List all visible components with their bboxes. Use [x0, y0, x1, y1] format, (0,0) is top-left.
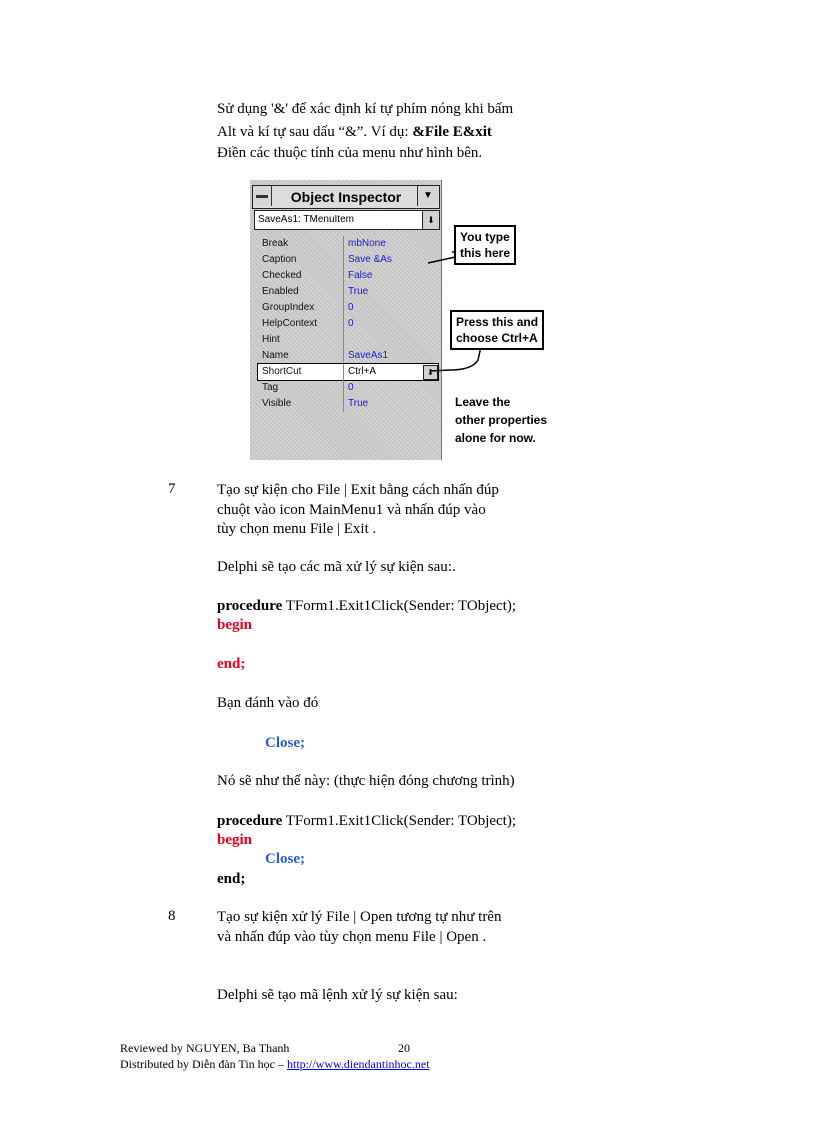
footer-reviewed: Reviewed by NGUYEN, Ba Thanh	[120, 1041, 290, 1055]
code-procedure-line-1	[217, 597, 516, 616]
property-value[interactable]: Ctrl+A	[348, 366, 377, 377]
intro-line-2-text: Alt và kí tự sau dấu “&”. Ví dụ:	[217, 124, 413, 140]
step-7-line-1: Tạo sự kiện cho File | Exit bằng cách nhấn đúp	[217, 482, 499, 498]
intro-line-2	[217, 123, 492, 142]
property-value: Save &As	[348, 254, 392, 265]
property-value: mbNone	[348, 238, 386, 249]
object-inspector-figure	[250, 180, 564, 460]
procedure-signature: TForm1.Exit1Click(Sender: TObject);	[282, 598, 517, 614]
note-line-3: alone for now.	[455, 431, 536, 445]
step-7-line-2: chuột vào icon MainMenu1 và nhấn đúp vào	[217, 502, 486, 518]
step-8-line-1: Tạo sự kiện xử lý File | Open tương tự như trên	[217, 909, 502, 925]
step-7-delphi-text: Delphi sẽ tạo các mã xử lý sự kiện sau:.	[217, 559, 456, 575]
intro-example-bold: &File E&xit	[412, 124, 492, 140]
footer-distributed	[120, 1057, 430, 1072]
property-value: SaveAs1	[348, 350, 389, 361]
property-value: True	[348, 286, 369, 297]
property-name: ShortCut	[262, 366, 302, 377]
callout-you-type-here	[454, 225, 516, 265]
code-end-2: end;	[217, 871, 246, 887]
code-close-2: Close;	[265, 851, 305, 867]
footer-url-link[interactable]: http://www.diendantinhoc.net	[287, 1057, 430, 1071]
property-name: Break	[262, 238, 289, 249]
property-name: Visible	[262, 398, 292, 409]
step-8-line-2: và nhấn đúp vào tùy chọn menu File | Open .	[217, 929, 487, 945]
procedure-keyword: procedure	[217, 598, 283, 614]
step-8-delphi-text: Delphi sẽ tạo mã lệnh xử lý sự kiện sau:	[217, 987, 458, 1003]
step-8-number: 8	[168, 908, 176, 924]
property-value: 0	[348, 382, 354, 393]
property-name: Tag	[262, 382, 279, 393]
inspector-title: Object Inspector	[290, 189, 402, 205]
step-7-line-3: tùy chọn menu File | Exit .	[217, 521, 377, 537]
dropdown-arrow-icon[interactable]: ⬇	[422, 211, 439, 229]
procedure-signature: TForm1.Exit1Click(Sender: TObject);	[282, 813, 517, 829]
code-begin-2: begin	[217, 832, 253, 848]
note-line-2: other properties	[455, 413, 548, 427]
property-name: GroupIndex	[262, 302, 315, 313]
note-leave-alone	[455, 393, 547, 447]
page-number: 20	[398, 1041, 410, 1055]
step-7-number: 7	[168, 481, 176, 497]
property-name: HelpContext	[262, 318, 318, 329]
footer-distributed-text: Distributed by Diễn đàn Tin học –	[120, 1057, 287, 1071]
property-value: 0	[348, 302, 354, 313]
step-7-result-text: Nó sẽ như thế này: (thực hiện đóng chương trình)	[217, 773, 515, 789]
property-value: False	[348, 270, 373, 281]
component-selector-value: SaveAs1: TMenuItem	[258, 214, 354, 225]
property-value: True	[348, 398, 369, 409]
property-name: Enabled	[262, 286, 299, 297]
intro-line-3: Điền các thuộc tính của menu như hình bên.	[217, 145, 483, 161]
code-close-1: Close;	[265, 735, 305, 751]
property-name: Checked	[262, 270, 302, 281]
callout-press-this	[450, 310, 544, 350]
property-name: Name	[262, 350, 289, 361]
property-name: Caption	[262, 254, 297, 265]
callout-1-line-2: this here	[460, 246, 511, 260]
procedure-keyword: procedure	[217, 813, 283, 829]
callout-2-line-1: Press this and	[456, 315, 539, 329]
note-line-1: Leave the	[455, 395, 511, 409]
callout-1-line-1: You type	[460, 230, 510, 244]
intro-line-1: Sử dụng '&' để xác định kí tự phím nóng khi bấm	[217, 101, 514, 117]
callout-2-line-2: choose Ctrl+A	[456, 331, 538, 345]
code-procedure-line-2	[217, 812, 516, 831]
property-name: Hint	[262, 334, 280, 345]
shortcut-dropdown-icon[interactable]: ⬇	[423, 365, 438, 380]
minimize-arrow-icon[interactable]: ▼	[417, 186, 438, 206]
property-value: 0	[348, 318, 354, 329]
code-begin-1: begin	[217, 617, 253, 633]
step-7-type-here-text: Bạn đánh vào đó	[217, 695, 319, 711]
code-end-1: end;	[217, 656, 246, 672]
